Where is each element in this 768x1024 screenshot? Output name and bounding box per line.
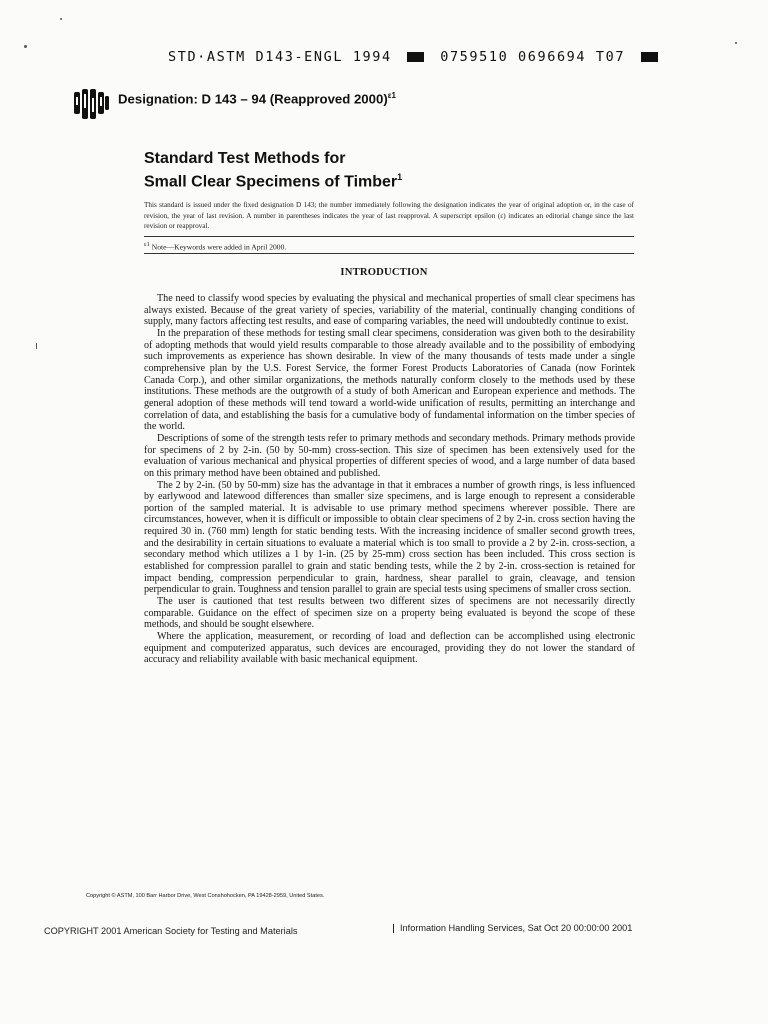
footer-ihs-text: Information Handling Services, Sat Oct 20 00:00:00 2001: [400, 923, 633, 933]
redaction-block: [407, 52, 424, 62]
title-line-1: Standard Test Methods for: [144, 150, 346, 167]
astm-logo-icon: [73, 88, 111, 120]
introduction-body: [144, 293, 635, 666]
paragraph: The user is cautioned that test results between two different sizes of specimens are not necessarily directly comparable. Guidance on the effect of specimen size on a property being evaluated is beyond the scope of these methods, and should be sought elsewhere.: [144, 596, 635, 631]
paragraph: The need to classify wood species by evaluating the physical and mechanical properties of small clear specimens has always existed. Because of the great variety of species, variability of the material, continually changing conditions of supply, many factors affecting test results, and ease of comparing variables, the need will undoubtedly continue to exist.: [144, 293, 635, 328]
introduction-heading: INTRODUCTION: [340, 267, 428, 278]
designation: [118, 91, 396, 106]
scan-speck: [735, 42, 737, 44]
title-line-2: Small Clear Specimens of Timber: [144, 173, 398, 191]
redaction-block: [641, 52, 658, 62]
note-text: Note—Keywords were added in April 2000.: [151, 242, 287, 252]
footer-copyright: COPYRIGHT 2001 American Society for Testing and Materials: [44, 926, 298, 936]
footer-separator: [393, 924, 394, 933]
scan-speck: [60, 18, 62, 20]
divider: [144, 253, 634, 254]
scan-header: [168, 49, 628, 65]
designation-superscript: ε1: [387, 91, 396, 100]
footer-ihs: [393, 923, 632, 933]
paragraph: Where the application, measurement, or recording of load and deflection can be accomplished using electronic equipment and computerized apparatus, such devices are encouraged, providing they do not lower the standard of accuracy and reliability available with basic mechanical equipment.: [144, 631, 635, 666]
issuance-notice: This standard is issued under the fixed designation D 143; the number immediately following the designation indicates the year of original adoption or, in the case of revision, the year of last revision. A number in parentheses indicates the year of last reapproval. A superscript epsilon (ε) indicates an editorial change since the last revision or reapproval.: [144, 201, 634, 230]
designation-label: Designation: D 143 – 94 (Reapproved 2000): [118, 91, 388, 107]
paragraph: The 2 by 2-in. (50 by 50-mm) size has the advantage in that it embraces a number of growth rings, is less influenced by earlywood and latewood differences than smaller size specimens, and is large enough to represent a considerable portion of the sampled material. It is advisable to use primary method specimens wherever possible. There are circumstances, however, when it is difficult or impossible to obtain clear specimens of 2 by 2-in. cross section having the required 30 in. (760 mm) length for static bending tests. With the increasing incidence of smaller second growth trees, and the desirability in certain situations to evaluate a material which is too small to provide a 2 by 2-in. cross-section, a secondary method which utilizes a 1 by 1-in. (25 by 25-mm) cross section has been included. This cross section is established for compression parallel to grain and static bending tests, while the 2 by 2-in. cross-section is retained for impact bending, compression perpendicular to grain, hardness, shear parallel to grain, cleavage, and tension perpendicular to grain. Toughness and tension parallel to grain are special tests using specimens of smaller cross section.: [144, 479, 635, 596]
astm-copyright-line: Copyright © ASTM, 100 Barr Harbor Drive, West Conshohocken, PA 19428-2959, United States.: [86, 893, 325, 899]
paragraph: In the preparation of these methods for testing small clear specimens, consideration was given both to the desirability of adopting methods that would yield results comparable to those already available and to the possibility of embodying such improvements as experience has shown desirable. In view of the many thousands of tests made under a single comprehensive plan by the U.S. Forest Service, the former Forest Products Laboratories of Canada (now Forintek Canada Corp.), and other similar organizations, the methods naturally conform closely to the methods used by these institutions. These methods are the outgrowth of a study of both American and European experience and methods. The general adoption of these methods will tend toward a world-wide unification of results, permitting an interchange and correlation of data, and establishing the basis for a cumulative body of fundamental information on the timber species of the world.: [144, 327, 635, 433]
scan-header-number: 0759510 0696694 T07: [440, 49, 626, 65]
scan-speck: [24, 45, 27, 48]
title-footnote-mark: 1: [397, 172, 403, 182]
scan-speck: [36, 343, 37, 349]
paragraph: Descriptions of some of the strength tests refer to primary methods and secondary methods. Primary methods provide for specimens of 2 by 2-in. (50 by 50-mm) cross-section. This size of specimen has been extensively used for the evaluation of various mechanical and physical properties of different species of wood, and a large number of data based on this primary method have been obtained and published.: [144, 432, 635, 479]
scan-header-code: STD·ASTM D143-ENGL 1994: [168, 49, 392, 65]
note-mark: ε1: [144, 241, 150, 248]
divider: [144, 236, 634, 237]
editorial-note: [144, 241, 634, 252]
document-title: [144, 149, 624, 191]
